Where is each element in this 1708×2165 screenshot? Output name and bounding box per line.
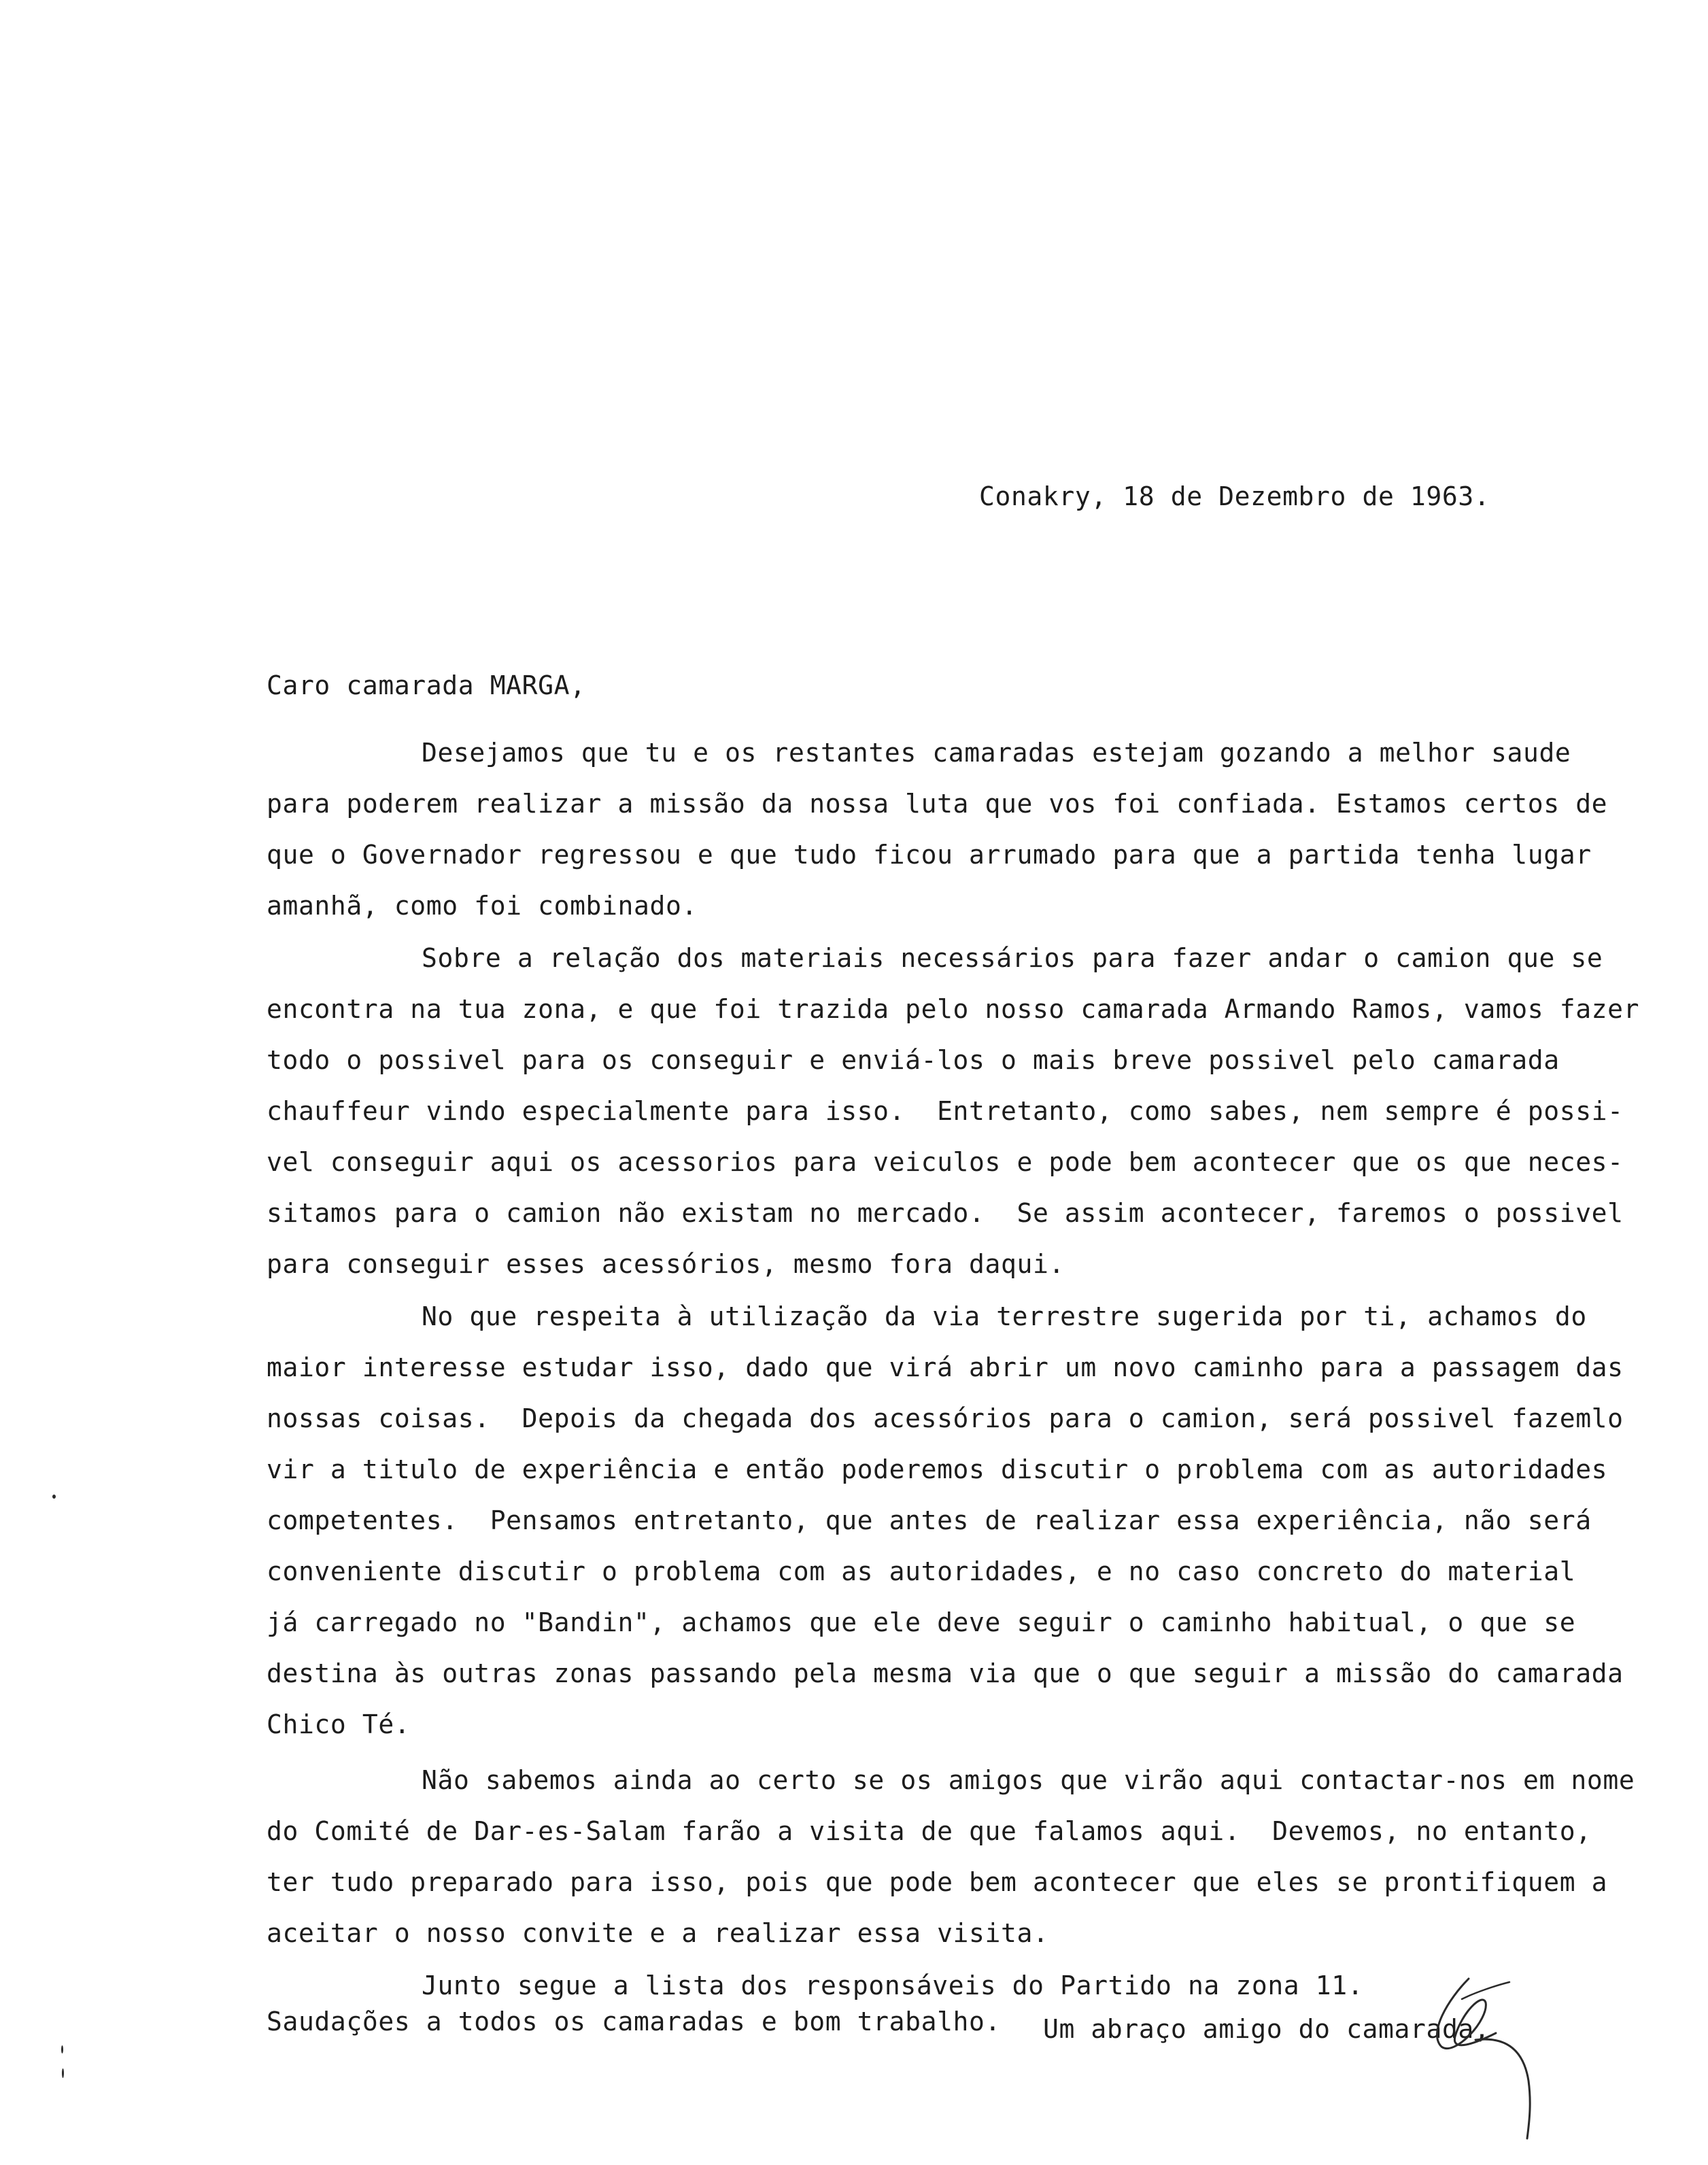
paragraph-2-line-4: chauffeur vindo especialmente para isso. Entretanto, como sabes, nem sempre é possi- [267, 1096, 1624, 1126]
paragraph-1-line-2: para poderem realizar a missão da nossa luta que vos foi confiada. Estamos certos de [267, 789, 1608, 819]
paragraph-4-line-1: Não sabemos ainda ao certo se os amigos que virão aqui contactar-nos em nome [422, 1765, 1635, 1795]
enclosure-line: Junto segue a lista dos responsáveis do Partido na zona 11. [422, 1971, 1364, 2000]
paragraph-1-line-1: Desejamos que tu e os restantes camaradas estejam gozando a melhor saude [422, 738, 1571, 768]
paragraph-4-line-2: do Comité de Dar-es-Salam farão a visita de que falamos aqui. Devemos, no entanto, [267, 1816, 1592, 1846]
greetings-line: Saudações a todos os camaradas e bom trabalho. [267, 2007, 1001, 2036]
paragraph-2-line-7: para conseguir esses acessórios, mesmo fora daqui. [267, 1249, 1065, 1279]
paragraph-3-line-4: vir a titulo de experiência e então poderemos discutir o problema com as autoridades [267, 1454, 1608, 1484]
closing-line: Um abraço amigo do camarada, [1043, 2014, 1490, 2044]
paragraph-1-line-4: amanhã, como foi combinado. [267, 891, 698, 921]
scan-speck [62, 2068, 64, 2078]
paragraph-3-line-8: destina às outras zonas passando pela mesma via que o que seguir a missão do camarada [267, 1658, 1624, 1688]
scan-speck [52, 1495, 56, 1499]
paragraph-2-line-2: encontra na tua zona, e que foi trazida pelo nosso camarada Armando Ramos, vamos fazer [267, 994, 1640, 1024]
paragraph-3-line-3: nossas coisas. Depois da chegada dos acessórios para o camion, será possivel fazemlo [267, 1403, 1624, 1433]
paragraph-4-line-4: aceitar o nosso convite e a realizar essa visita. [267, 1918, 1049, 1948]
handwritten-signature [1421, 1972, 1550, 2142]
paragraph-2-line-6: sitamos para o camion não existam no mercado. Se assim acontecer, faremos o possivel [267, 1198, 1624, 1228]
paragraph-3-line-6: conveniente discutir o problema com as autoridades, e no caso concreto do material [267, 1556, 1576, 1586]
paragraph-1-line-3: que o Governador regressou e que tudo ficou arrumado para que a partida tenha lugar [267, 840, 1592, 870]
paragraph-3-line-2: maior interesse estudar isso, dado que virá abrir um novo caminho para a passagem das [267, 1352, 1624, 1382]
salutation: Caro camarada MARGA, [267, 670, 586, 700]
paragraph-3-line-1: No que respeita à utilização da via terrestre sugerida por ti, achamos do [422, 1301, 1587, 1331]
paragraph-4-line-3: ter tudo preparado para isso, pois que pode bem acontecer que eles se prontifiquem a [267, 1867, 1608, 1897]
date-line: Conakry, 18 de Dezembro de 1963. [979, 481, 1490, 511]
paragraph-2-line-1: Sobre a relação dos materiais necessários para fazer andar o camion que se [422, 943, 1603, 973]
paragraph-3-line-9: Chico Té. [267, 1709, 411, 1739]
paragraph-3-line-5: competentes. Pensamos entretanto, que antes de realizar essa experiência, não será [267, 1505, 1592, 1535]
scan-speck [61, 2045, 63, 2053]
paragraph-2-line-3: todo o possivel para os conseguir e enviá-los o mais breve possivel pelo camarada [267, 1045, 1560, 1075]
paragraph-3-line-7: já carregado no "Bandin", achamos que ele deve seguir o caminho habitual, o que se [267, 1607, 1576, 1637]
paragraph-2-line-5: vel conseguir aqui os acessorios para veiculos e pode bem acontecer que os que neces- [267, 1147, 1624, 1177]
